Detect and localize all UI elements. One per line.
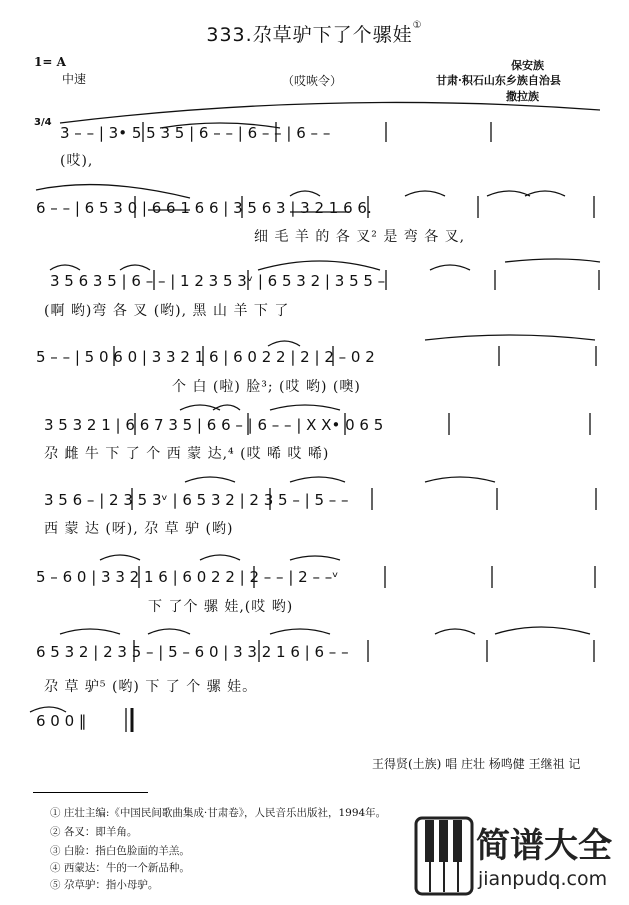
lyric-row-6: 西 蒙 达 (呀), 尕 草 驴 (哟) — [44, 521, 234, 537]
lyric-row-1: (哎), — [60, 153, 94, 169]
lyric-row-8: 尕 草 驴⁵ (哟) 下 了 个 骡 娃。 — [44, 679, 258, 695]
tempo-marking: 中速 — [62, 72, 87, 86]
piano-keys-icon — [414, 816, 474, 896]
footnote-3: ③ 白脸：指白色脸面的羊羔。 — [50, 845, 190, 857]
footnote-2: ② 各叉：即羊角。 — [50, 826, 138, 838]
lyric-row-2: 细 毛 羊 的 各 叉² 是 弯 各 叉, — [254, 229, 466, 245]
footnote-1: ① 庄壮主编:《中国民间歌曲集成·甘肃卷》，人民音乐出版社，1994年。 — [50, 807, 387, 819]
score-row-6: 3 5 6 – | 2 3 5 3ᵛ | 6 5 3 2 | 2 3 5 – | 5 – – — [44, 491, 349, 509]
song-title: 333.尕草驴下了个骡娃① — [206, 20, 423, 46]
lyric-row-7: 下 了个 骡 娃,(哎 哟) — [148, 599, 294, 615]
footnote-divider — [33, 792, 148, 793]
time-signature: 3/4 — [34, 117, 52, 128]
score-row-3: 3 5 6 3 5 | 6 – – | 1 2 3 5 3ᵛ | 6 5 3 2 | 3 5 5 – — [50, 272, 386, 290]
watermark-url: jianpudq.com — [478, 868, 608, 890]
region-label: 甘肃·积石山东乡族自治县 — [436, 74, 561, 87]
score-row-1: 3 – – | 3• 5 5 3 5 | 6 – – | 6 – – | 6 – – — [60, 124, 331, 142]
key-signature: 1= A — [34, 55, 66, 69]
score-row-5: 3 5 3 2 1 | 6 6 7 3 5 | 6 6 – | 6 – – | X X• 0 6 5 — [44, 416, 384, 434]
lyric-row-5: 尕 雌 牛 下 了 个 西 蒙 达,⁴ (哎 唏 哎 唏) — [44, 446, 330, 462]
score-row-7: 5 – 6 0 | 3 3 2 1 6 | 6 0 2 2 | 2 – – | 2 – –ᵛ — [36, 568, 339, 586]
watermark-logo — [414, 814, 622, 898]
watermark-brand: 简谱大全 — [476, 826, 612, 866]
score-row-4: 5 – – | 5 0 6 0 | 3 3 2 1 6 | 6 0 2 2 | 2 | 2 – 0 2 — [36, 348, 375, 366]
score-row-2: 6 – – | 6 5 3 0 | 6 6 1 6 6 | 3 5 6 3 | 3 2 1 6 6. — [36, 199, 372, 217]
footnote-4: ④ 西蒙达：牛的一个新品种。 — [50, 862, 190, 874]
score-row-8: 6 5 3 2 | 2 3 5 – | 5 – 6 0 | 3 3 2 1 6 | 6 – – — [36, 643, 349, 661]
lyric-row-4: 个 白 (啦) 脸³; (哎 哟) (噢) — [172, 379, 361, 395]
performer-credit: 王得贤(土族) 唱 庄壮 杨鸣健 王继祖 记 — [372, 757, 581, 771]
ethnicity-label: 保安族 — [511, 59, 544, 72]
footnote-5: ⑤ 尕草驴：指小母驴。 — [50, 879, 159, 891]
lyric-row-3: (啊 哟)弯 各 叉 (哟), 黑 山 羊 下 了 — [44, 303, 290, 319]
ethnicity-label-2: 撒拉族 — [506, 90, 539, 103]
tune-name: （哎咴令） — [282, 74, 343, 88]
score-row-9: 6 0 0 ‖ — [36, 712, 87, 730]
